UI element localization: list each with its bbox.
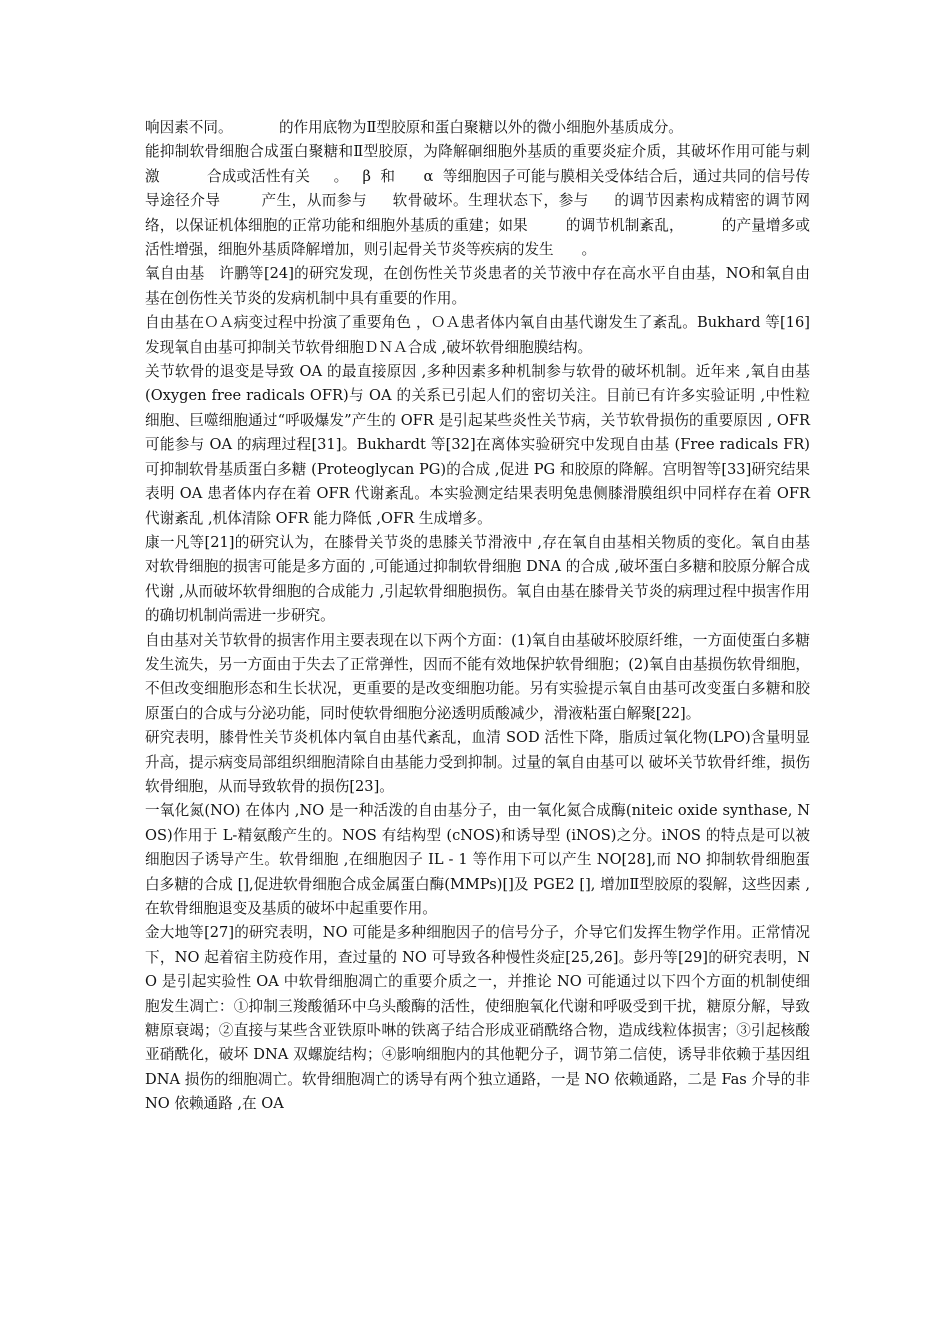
paragraph-sod-lpo: 研究表明，膝骨性关节炎机体内氧自由基代紊乱，血清 SOD 活性下降，脂质过氧化物(LPO)含量明显升高，提示病变局部组织细胞清除自由基能力受到抑制。过量的氧自由基可以 破坏关节软骨纤维，损伤软骨细胞，从而导致软骨的损伤[23]。: [145, 729, 810, 795]
paragraph-nitric-oxide: 一氧化氮(NO) 在体内 ,NO 是一种活泼的自由基分子，由一氧化氮合成酶(niteic oxide synthase, NOS)作用于 L-精氨酸产生的。NOS 有结构型 (cNOS)和诱导型 (iNOS)之分。iNOS 的特点是可以被细胞因子诱导产生。软骨细胞 ,在细胞因子 IL - 1 等作用下可以产生 NO[28],而 NO 抑制软骨细胞蛋白多糖的合成 [],促进软骨细胞合成金属蛋白酶(MMPs)[]及 PGE2 [], 增加Ⅱ型胶原的裂解，这些因素 ,在软骨细胞退变及基质的破坏中起重要作用。: [145, 802, 810, 917]
paragraph-no-apoptosis: 金大地等[27]的研究表明，NO 可能是多种细胞因子的信号分子，介导它们发挥生物学作用。正常情况下，NO 起着宿主防疫作用，查过量的 NO 可导致各种慢性炎症[25,26]。彭丹等[29]的研究表明，NO 是引起实验性 OA 中软骨细胞凋亡的重要介质之一，并推论 NO 可能通过以下四个方面的机制使细胞发生凋亡：①抑制三羧酸循环中乌头酸酶的活性，使细胞氧化代谢和呼吸受到干扰，糖原分解，导致糖原衰竭；②直接与某些含亚铁原卟啉的铁离子结合形成亚硝酰络合物，造成线粒体损害；③引起核酸亚硝酰化，破坏 DNA 双螺旋结构；④影响细胞内的其他靶分子，调节第二信使，诱导非依赖于基因组 DNA 损伤的细胞凋亡。软骨细胞凋亡的诱导有两个独立通路，一是 NO 依赖通路，二是 Fas 介导的非 NO 依赖通路 ,在 OA: [145, 924, 815, 1113]
paragraph-mmp-substrate: 响因素不同。 的作用底物为Ⅱ型胶原和蛋白聚糖以外的微小细胞外基质成分。: [145, 119, 683, 136]
paragraph-damage-mechanisms: 自由基对关节软骨的损害作用主要表现在以下两个方面：(1)氧自由基破坏胶原纤维，一方面使蛋白多糖发生流失，另一方面由于失去了正常弹性，因而不能有效地保护软骨细胞；(2)氧自由基损伤软骨细胞，不但改变细胞形态和生长状况，更重要的是改变细胞功能。另有实验提示氧自由基可改变蛋白多糖和胶原蛋白的合成与分泌功能，同时使软骨细胞分泌透明质酸减少，滑液粘蛋白解聚[22]。: [145, 631, 810, 722]
paragraph-ofr-cartilage: 关节软骨的退变是导致 OA 的最直接原因 ,多种因素多种机制参与软骨的破坏机制。近年来 ,氧自由基 (Oxygen free radicals OFR)与 OA 的关系已引起人们的密切关注。目前已有许多实验证明 ,中性粒细胞、巨噬细胞通过“呼吸爆发”产生的 OFR 是引起某些炎性关节病，关节软骨损伤的重要原因 , OFR 可能参与 OA 的病理过程[31]。Bukhardt 等[32]在离体实验研究中发现自由基 (Free radicals FR)可抑制软骨基质蛋白多糖 (Proteoglycan PG)的合成 ,促进 PG 和胶原的降解。宫明智等[33]研究结果表明 OA 患者体内存在着 OFR 代谢紊乱。本实验测定结果表明兔患侧膝滑膜组织中同样存在着 OFR 代谢紊乱 ,机体清除 OFR 能力降低 ,OFR 生成增多。: [145, 363, 815, 527]
paragraph-cytokine-regulation: 能抑制软骨细胞合成蛋白聚糖和Ⅱ型胶原，为降解硘细胞外基质的重要炎症介质，其破坏作用可能与刺激 合成或活性有关 。 β 和 α 等细胞因子可能与膜相关受体结合后，通过共同的信号传导途径介导 产生，从而参与 软骨破坏。生理状态下，参与 的调节因素构成精密的调节网络，以保证机体细胞的正常功能和细胞外基质的重建；如果 的调节机制紊乱， 的产量增多或活性增强，细胞外基质降解增加，则引起骨关节炎等疾病的发生 。: [145, 143, 810, 259]
paragraph-free-radical-role: 自由基在ＯＡ病变过程中扮演了重要角色 ，ＯＡ患者体内氧自由基代谢发生了紊乱。Bukhard 等[16]发现氧自由基可抑制关节软骨细胞ＤＮＡ合成 ,破坏软骨细胞膜结构。: [145, 314, 810, 356]
paragraph-knee-synovial-fluid: 康一凡等[21]的研究认为，在膝骨关节炎的患膝关节滑液中 ,存在氧自由基相关物质的变化。氧自由基对软骨细胞的损害可能是多方面的 ,可能通过抑制软骨细胞 DNA 的合成 ,破坏蛋白多糖和胶原分解合成代谢 ,从而破坏软骨细胞的合成能力 ,引起软骨细胞损伤。氧自由基在膝骨关节炎的病理过程中损害作用的确切机制尚需进一步研究。: [145, 533, 810, 625]
document-page: [145, 116, 815, 1117]
paragraph-oxygen-radical-intro: 氧自由基 许鹏等[24]的研究发现，在创伤性关节炎患者的关节液中存在高水平自由基，NO和氧自由基在创伤性关节炎的发病机制中具有重要的作用。: [145, 265, 810, 307]
